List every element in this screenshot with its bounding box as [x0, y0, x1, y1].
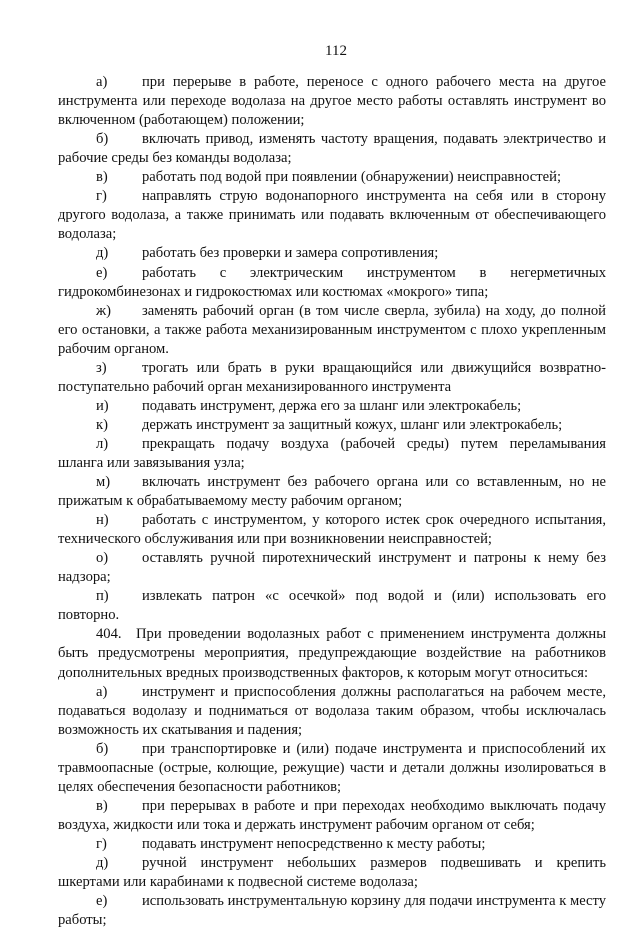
list-item — [58, 416, 606, 435]
document-page — [58, 42, 606, 930]
list-item-text: работать под водой при появлении (обнаружении) неисправностей; — [142, 169, 561, 186]
list-item-text: направлять струю водонапорного инструмента на себя или в сторону другого водолаза, а также принимать или подавать включенным от обеспечивающего водолаза; — [58, 188, 606, 243]
list-item-text: инструмент и приспособления должны располагаться на рабочем месте, подаваться водолазу и подниматься от водолаза таким образом, чтобы исключалась возможность их скатывания и падения; — [58, 683, 606, 738]
list-item-label: г) — [96, 188, 107, 205]
list-item-label: п) — [96, 588, 109, 605]
list-item — [58, 473, 606, 511]
list-item-label: н) — [96, 512, 109, 529]
list-item-label: б) — [96, 131, 109, 148]
section-number: 404. — [96, 626, 122, 643]
list-item-text: включать инструмент без рабочего органа или со вставленным, но не прижатым к обрабатываемому месту рабочим органом; — [58, 474, 606, 510]
list-item-label: з) — [96, 359, 107, 376]
list-item-text: ручной инструмент небольших размеров подвешивать и крепить шкертами или карабинами к подвесной системе водолаза; — [58, 854, 606, 891]
list-item — [58, 130, 606, 168]
list-item-label: б) — [96, 740, 109, 757]
prohibition-list — [58, 73, 606, 625]
list-item-label: в) — [96, 169, 108, 186]
list-item-label: в) — [96, 797, 108, 814]
measures-list — [58, 683, 606, 930]
list-item — [58, 587, 606, 625]
list-item-text: прекращать подачу воздуха (рабочей среды) путем переламывания шланга или завязывания узла; — [58, 435, 606, 471]
list-item-text: подавать инструмент непосредственно к месту работы; — [142, 835, 486, 852]
list-item-text: держать инструмент за защитный кожух, шланг или электрокабель; — [142, 416, 563, 433]
list-item-label: е) — [96, 893, 108, 910]
list-item — [58, 740, 606, 797]
list-item-text: оставлять ручной пиротехнический инструмент и патроны к нему без надзора; — [58, 550, 606, 586]
list-item-label: е) — [96, 264, 108, 281]
section-text: При проведении водолазных работ с применением инструмента должны быть предусмотрены мероприятия, предупреждающие воздействие на работников дополнительных вредных производственных факторов, к которым могут относиться: — [58, 626, 606, 681]
list-item-label: и) — [96, 397, 109, 414]
list-item — [58, 854, 606, 892]
list-item — [58, 435, 606, 473]
page-number: 112 — [325, 43, 347, 59]
list-item-label: д) — [96, 245, 109, 262]
list-item-label: к) — [96, 416, 108, 433]
list-item-text: извлекать патрон «с осечкой» под водой и (или) использовать его повторно. — [58, 588, 606, 624]
list-item-label: м) — [96, 474, 111, 491]
list-item-label: а) — [96, 683, 108, 700]
list-item — [58, 359, 606, 397]
list-item — [58, 683, 606, 740]
list-item-label: г) — [96, 835, 107, 852]
list-item — [58, 797, 606, 835]
list-item — [58, 168, 606, 187]
list-item-text: при перерыве в работе, переносе с одного рабочего места на другое инструмента или переходе водолаза на другое место работы оставлять инструмент во включенном (работающем) положении; — [58, 74, 606, 129]
list-item — [58, 73, 606, 130]
list-item-label: а) — [96, 74, 108, 91]
list-item-text: заменять рабочий орган (в том числе сверла, зубила) на ходу, до полной его остановки, а также работа механизированным инструментом с плохо укрепленным рабочим органом. — [58, 302, 606, 357]
list-item — [58, 511, 606, 549]
list-item-text: включать привод, изменять частоту вращения, подавать электричество и рабочие среды без команды водолаза; — [58, 131, 606, 167]
list-item-text: подавать инструмент, держа его за шланг или электрокабель; — [142, 397, 522, 414]
section-404-paragraph — [58, 625, 606, 682]
list-item-text: работать с электрическим инструментом в негерметичных гидрокомбинезонах и гидрокостюмах или костюмах «мокрого» типа; — [58, 264, 606, 300]
list-item-label: о) — [96, 550, 109, 567]
list-item-text: работать без проверки и замера сопротивления; — [142, 245, 439, 262]
list-item-label: ж) — [96, 302, 111, 319]
list-item-label: л) — [96, 435, 109, 452]
list-item — [58, 302, 606, 359]
list-item — [58, 397, 606, 416]
list-item-text: использовать инструментальную корзину для подачи инструмента к месту работы; — [58, 893, 606, 929]
list-item-label: д) — [96, 854, 109, 871]
list-item — [58, 835, 606, 854]
list-item — [58, 892, 606, 930]
list-item-text: при транспортировке и (или) подаче инструмента и приспособлений их травмоопасные (острые, колющие, режущие) части и детали должны изолироваться в целях обеспечения безопасности работников; — [58, 740, 606, 795]
list-item — [58, 549, 606, 587]
list-item-text: трогать или брать в руки вращающийся или движущийся возвратно-поступательно рабочий орган механизированного инструмента — [58, 359, 606, 395]
list-item-text: работать с инструментом, у которого истек срок очередного испытания, технического обслуживания или при возникновении неисправностей; — [58, 512, 606, 548]
list-item — [58, 264, 606, 302]
list-item-text: при перерывах в работе и при переходах необходимо выключать подачу воздуха, жидкости или тока и держать инструмент рабочим органом от себя; — [58, 797, 606, 833]
list-item — [58, 244, 606, 263]
list-item — [58, 187, 606, 244]
